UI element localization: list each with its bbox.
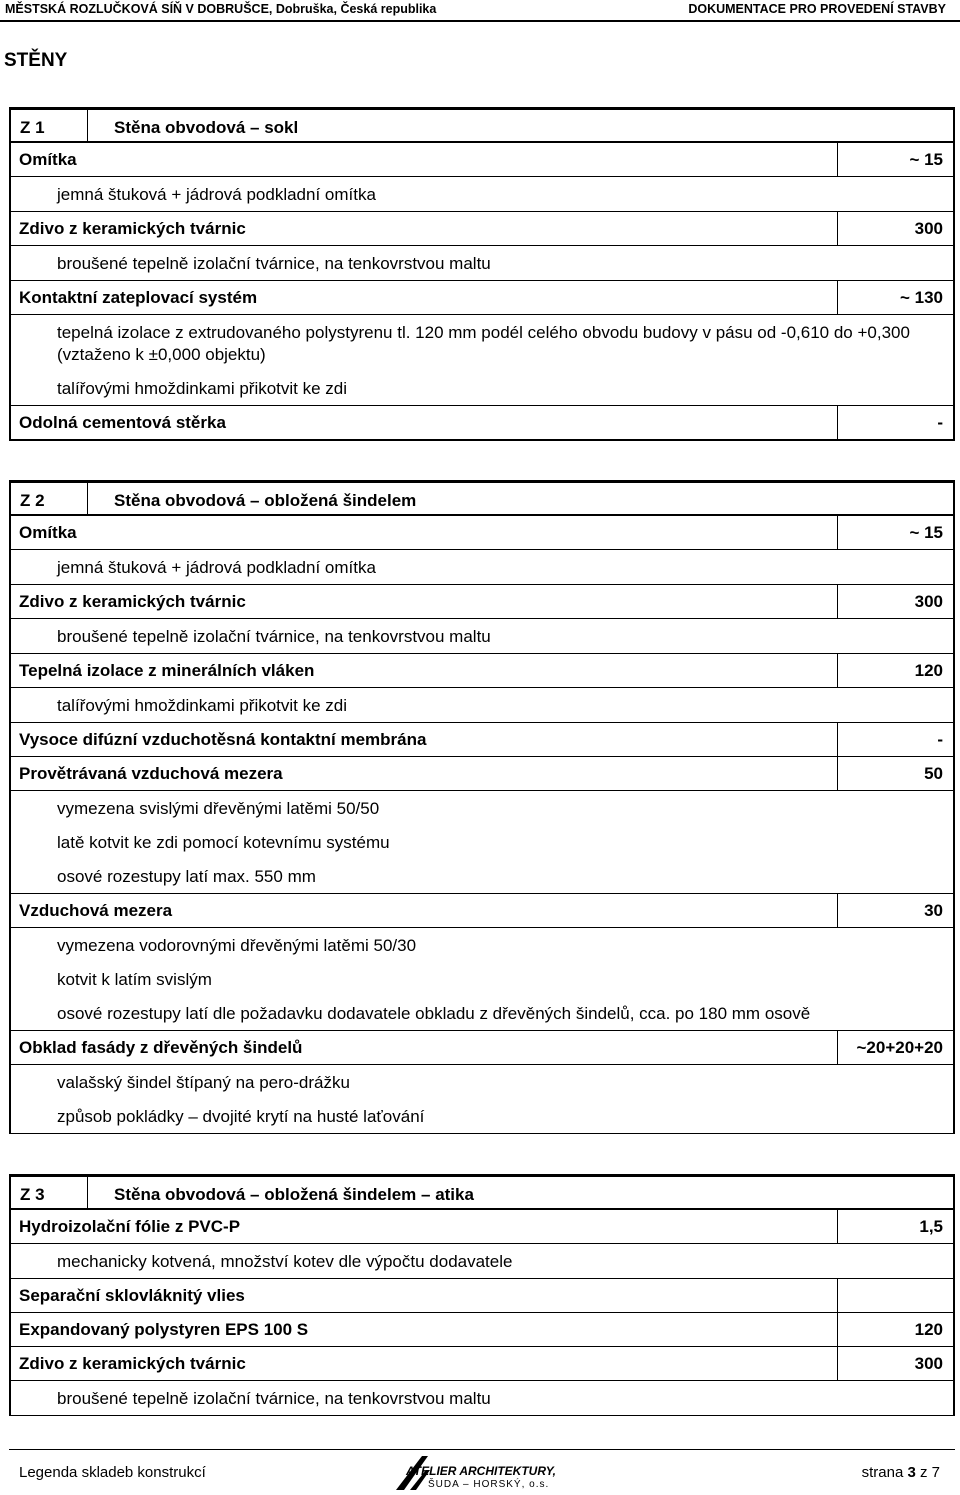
detail-text: talířovými hmoždinkami přikotvit ke zdi xyxy=(57,379,348,398)
material-thickness: ~20+20+20 xyxy=(856,1038,943,1057)
detail-text: mechanicky kotvená, množství kotev dle výpočtu dodavatele xyxy=(57,1252,513,1271)
material-thickness: 300 xyxy=(914,592,943,611)
value-divider xyxy=(837,723,838,756)
detail-text: broušené tepelně izolační tvárnice, na tenkovrstvou maltu xyxy=(57,627,491,646)
footer-title: Legenda skladeb konstrukcí xyxy=(19,1464,206,1481)
material-row xyxy=(11,212,953,246)
value-divider xyxy=(837,585,838,618)
material-row xyxy=(11,406,953,440)
material-thickness: 300 xyxy=(914,219,943,238)
value-divider xyxy=(837,654,838,687)
footer-divider xyxy=(9,1449,955,1450)
value-divider xyxy=(837,281,838,314)
material-label: Hydroizolační fólie z PVC-P xyxy=(19,1217,241,1236)
material-detail xyxy=(11,996,953,1031)
value-divider xyxy=(837,212,838,245)
detail-text: vymezena vodorovnými dřevěnými latěmi 50/30 xyxy=(57,936,417,955)
construction-block-z3 xyxy=(9,1174,955,1416)
page-header xyxy=(0,0,960,22)
block-header xyxy=(11,1174,953,1210)
construction-block-z1 xyxy=(9,107,955,441)
material-label: Vzduchová mezera xyxy=(19,901,173,920)
material-thickness: - xyxy=(937,730,943,749)
material-label: Zdivo z keramických tvárnic xyxy=(19,1354,246,1373)
detail-text: osové rozestupy latí dle požadavku dodavatele obkladu z dřevěných šindelů, cca. po 180 mm osově xyxy=(57,1004,811,1023)
block-code: Z 1 xyxy=(20,118,45,137)
material-detail xyxy=(11,246,953,281)
material-label: Vysoce difúzní vzduchotěsná kontaktní membrána xyxy=(19,730,427,749)
material-thickness: 300 xyxy=(914,1354,943,1373)
construction-block-z2 xyxy=(9,480,955,1134)
material-detail xyxy=(11,928,953,962)
detail-text: jemná štuková + jádrová podkladní omítka xyxy=(57,185,376,204)
block-code: Z 3 xyxy=(20,1185,45,1204)
detail-text: způsob pokládky – dvojité krytí na husté laťování xyxy=(57,1107,425,1126)
material-label: Provětrávaná vzduchová mezera xyxy=(19,764,283,783)
block-header xyxy=(11,107,953,143)
detail-text: jemná štuková + jádrová podkladní omítka xyxy=(57,558,376,577)
material-detail xyxy=(11,791,953,825)
header-doc-type: DOKUMENTACE PRO PROVEDENÍ STAVBY xyxy=(688,2,946,16)
material-label: Obklad fasády z dřevěných šindelů xyxy=(19,1038,303,1057)
material-row xyxy=(11,1313,953,1347)
page-current: 3 xyxy=(907,1464,916,1481)
detail-text: valašský šindel štípaný na pero-drážku xyxy=(57,1073,350,1092)
value-divider xyxy=(837,1210,838,1243)
detail-text: latě kotvit ke zdi pomocí kotevnímu systému xyxy=(57,833,390,852)
material-thickness: ~ 15 xyxy=(909,150,943,169)
material-label: Omítka xyxy=(19,523,77,542)
material-label: Odolná cementová stěrka xyxy=(19,413,226,432)
material-detail xyxy=(11,315,953,371)
material-detail xyxy=(11,1381,953,1415)
material-thickness: 120 xyxy=(914,661,943,680)
material-row xyxy=(11,516,953,550)
material-row xyxy=(11,894,953,928)
material-row xyxy=(11,1210,953,1244)
value-divider xyxy=(837,757,838,790)
logo-line2: ŠUDA – HORSKÝ, o.s. xyxy=(428,1479,550,1490)
detail-text: broušené tepelně izolační tvárnice, na tenkovrstvou maltu xyxy=(57,254,491,273)
material-detail xyxy=(11,1244,953,1279)
detail-text: tepelná izolace z extrudovaného polystyrenu tl. 120 mm podél celého obvodu budovy v pásu od -0,610 do +0,300 (vztaženo k ±0,000 objektu) xyxy=(57,323,910,364)
material-detail xyxy=(11,688,953,723)
material-thickness: 30 xyxy=(924,901,943,920)
material-detail xyxy=(11,371,953,406)
material-thickness: 50 xyxy=(924,764,943,783)
material-detail xyxy=(11,177,953,212)
material-thickness: 120 xyxy=(914,1320,943,1339)
material-label: Tepelná izolace z minerálních vláken xyxy=(19,661,315,680)
material-label: Zdivo z keramických tvárnic xyxy=(19,592,246,611)
material-thickness: ~ 15 xyxy=(909,523,943,542)
block-code: Z 2 xyxy=(20,491,45,510)
material-detail xyxy=(11,859,953,894)
material-row xyxy=(11,1279,953,1313)
material-label: Expandovaný polystyren EPS 100 S xyxy=(19,1320,309,1339)
material-row xyxy=(11,281,953,315)
material-thickness: ~ 130 xyxy=(899,288,943,307)
material-thickness: - xyxy=(937,413,943,432)
material-row xyxy=(11,723,953,757)
material-detail xyxy=(11,619,953,654)
material-row xyxy=(11,585,953,619)
material-thickness: 1,5 xyxy=(919,1217,943,1236)
material-row xyxy=(11,654,953,688)
page-number: strana 3 z 7 xyxy=(861,1464,940,1481)
material-detail xyxy=(11,962,953,996)
detail-text: talířovými hmoždinkami přikotvit ke zdi xyxy=(57,696,348,715)
material-detail xyxy=(11,1065,953,1099)
block-header xyxy=(11,480,953,516)
material-detail xyxy=(11,550,953,585)
detail-text: broušené tepelně izolační tvárnice, na tenkovrstvou maltu xyxy=(57,1389,491,1408)
header-divider xyxy=(87,1177,88,1208)
header-divider xyxy=(87,483,88,514)
value-divider xyxy=(837,143,838,176)
value-divider xyxy=(837,894,838,927)
block-name: Stěna obvodová – obložená šindelem – atika xyxy=(114,1185,474,1204)
value-divider xyxy=(837,406,838,439)
material-label: Zdivo z keramických tvárnic xyxy=(19,219,246,238)
value-divider xyxy=(837,1279,838,1312)
material-label: Omítka xyxy=(19,150,77,169)
material-label: Kontaktní zateplovací systém xyxy=(19,288,258,307)
material-row xyxy=(11,757,953,791)
material-row xyxy=(11,143,953,177)
section-title: STĚNY xyxy=(4,50,68,71)
detail-text: osové rozestupy latí max. 550 mm xyxy=(57,867,316,886)
material-label: Separační sklovláknitý vlies xyxy=(19,1286,245,1305)
value-divider xyxy=(837,516,838,549)
material-detail xyxy=(11,825,953,859)
material-row xyxy=(11,1347,953,1381)
header-project: MĚSTSKÁ ROZLUČKOVÁ SÍŇ V DOBRUŠCE, Dobruška, Česká republika xyxy=(5,2,437,16)
detail-text: vymezena svislými dřevěnými latěmi 50/50 xyxy=(57,799,380,818)
page-total: 7 xyxy=(931,1464,940,1481)
atelier-logo xyxy=(392,1452,557,1492)
material-detail xyxy=(11,1099,953,1133)
header-divider xyxy=(87,110,88,141)
logo-line1: ATELIER ARCHITEKTURY, xyxy=(406,1464,557,1478)
detail-text: kotvit k latím svislým xyxy=(57,970,212,989)
material-row xyxy=(11,1031,953,1065)
value-divider xyxy=(837,1031,838,1064)
value-divider xyxy=(837,1313,838,1346)
value-divider xyxy=(837,1347,838,1380)
block-name: Stěna obvodová – obložená šindelem xyxy=(114,491,417,510)
block-name: Stěna obvodová – sokl xyxy=(114,118,299,137)
